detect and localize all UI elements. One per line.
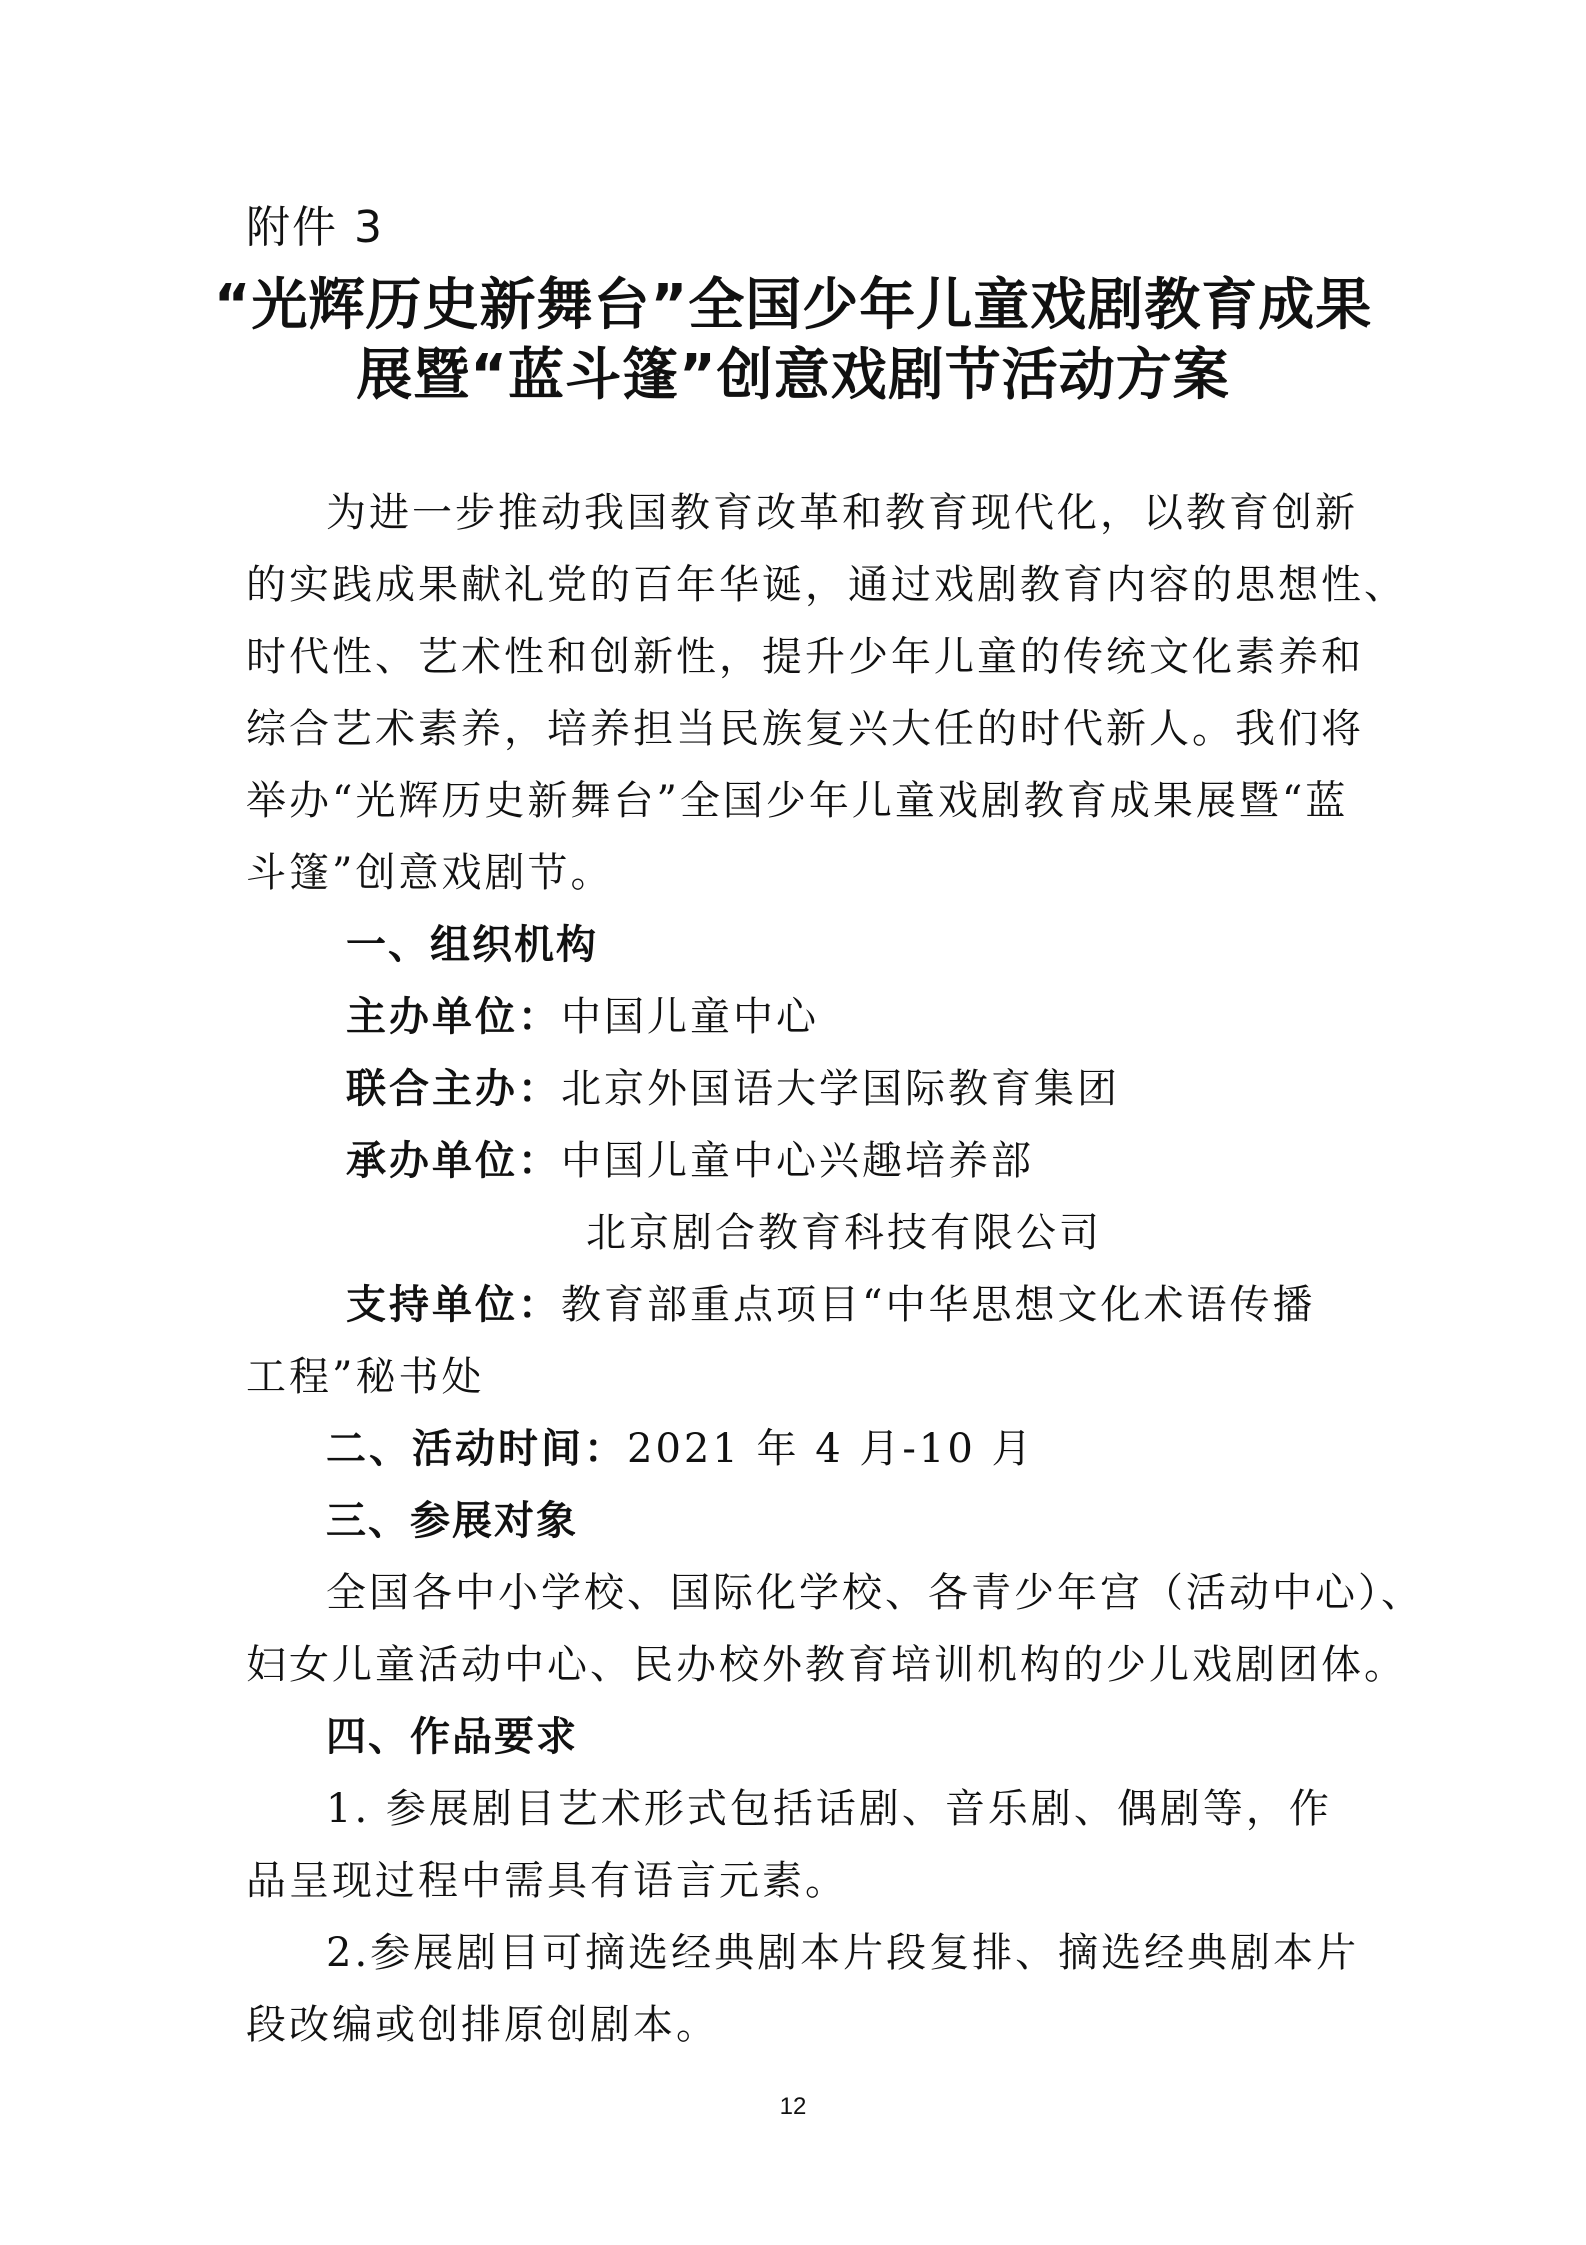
- activity-time-row: [326, 1419, 1035, 1479]
- undertaker-value: 中国儿童中心兴趣培养部: [561, 1138, 1034, 1184]
- page-number: 12: [779, 2093, 807, 2120]
- undertaker-row: [346, 1131, 1034, 1191]
- support-value: 教育部重点项目“中华思想文化术语传播: [561, 1282, 1316, 1328]
- requirement-1-line: 品呈现过程中需具有语言元素。: [246, 1858, 848, 1904]
- attachment-label: 附件 3: [246, 202, 384, 253]
- section-heading-time: 二、活动时间：: [326, 1426, 627, 1472]
- intro-line: 的实践成果献礼党的百年华诞，通过戏剧教育内容的思想性、: [246, 562, 1407, 608]
- participants-line: 妇女儿童活动中心、民办校外教育培训机构的少儿戏剧团体。: [246, 1642, 1407, 1688]
- co-organizer-label: 联合主办：: [346, 1066, 561, 1112]
- support-row: [346, 1275, 1315, 1335]
- participants-line: 全国各中小学校、国际化学校、各青少年宫（活动中心）、: [326, 1570, 1424, 1616]
- requirement-2-line: 段改编或创排原创剧本。: [246, 2002, 719, 2048]
- section-heading-participants: 三、参展对象: [326, 1498, 578, 1544]
- undertaker-label: 承办单位：: [346, 1138, 561, 1184]
- support-value-2: 工程”秘书处: [246, 1354, 485, 1400]
- document-title-line-1: “光辉历史新舞台”全国少年儿童戏剧教育成果: [213, 273, 1373, 338]
- activity-time-value: 2021 年 4 月-10 月: [627, 1426, 1035, 1472]
- requirement-1-line: 1. 参展剧目艺术形式包括话剧、音乐剧、偶剧等，作: [326, 1786, 1332, 1832]
- intro-line: 时代性、艺术性和创新性，提升少年儿童的传统文化素养和: [246, 634, 1364, 680]
- section-heading-requirements: 四、作品要求: [326, 1714, 578, 1760]
- organizer-label: 主办单位：: [346, 994, 561, 1040]
- intro-line: 举办“光辉历史新舞台”全国少年儿童戏剧教育成果展暨“蓝: [246, 778, 1349, 824]
- intro-line: 为进一步推动我国教育改革和教育现代化，以教育创新: [326, 490, 1358, 536]
- organizer-row: [346, 987, 819, 1047]
- co-organizer-row: [346, 1059, 1120, 1119]
- intro-line: 斗篷”创意戏剧节。: [246, 850, 614, 896]
- requirement-2-line: 2.参展剧目可摘选经典剧本片段复排、摘选经典剧本片: [326, 1930, 1360, 1976]
- undertaker-value-2: 北京剧合教育科技有限公司: [586, 1210, 1102, 1256]
- section-heading-organization: 一、组织机构: [346, 922, 598, 968]
- support-label: 支持单位：: [346, 1282, 561, 1328]
- intro-line: 综合艺术素养，培养担当民族复兴大任的时代新人。我们将: [246, 706, 1364, 752]
- co-organizer-value: 北京外国语大学国际教育集团: [561, 1066, 1120, 1112]
- organizer-value: 中国儿童中心: [561, 994, 819, 1040]
- document-title-line-2: 展暨“蓝斗篷”创意戏剧节活动方案: [356, 343, 1230, 408]
